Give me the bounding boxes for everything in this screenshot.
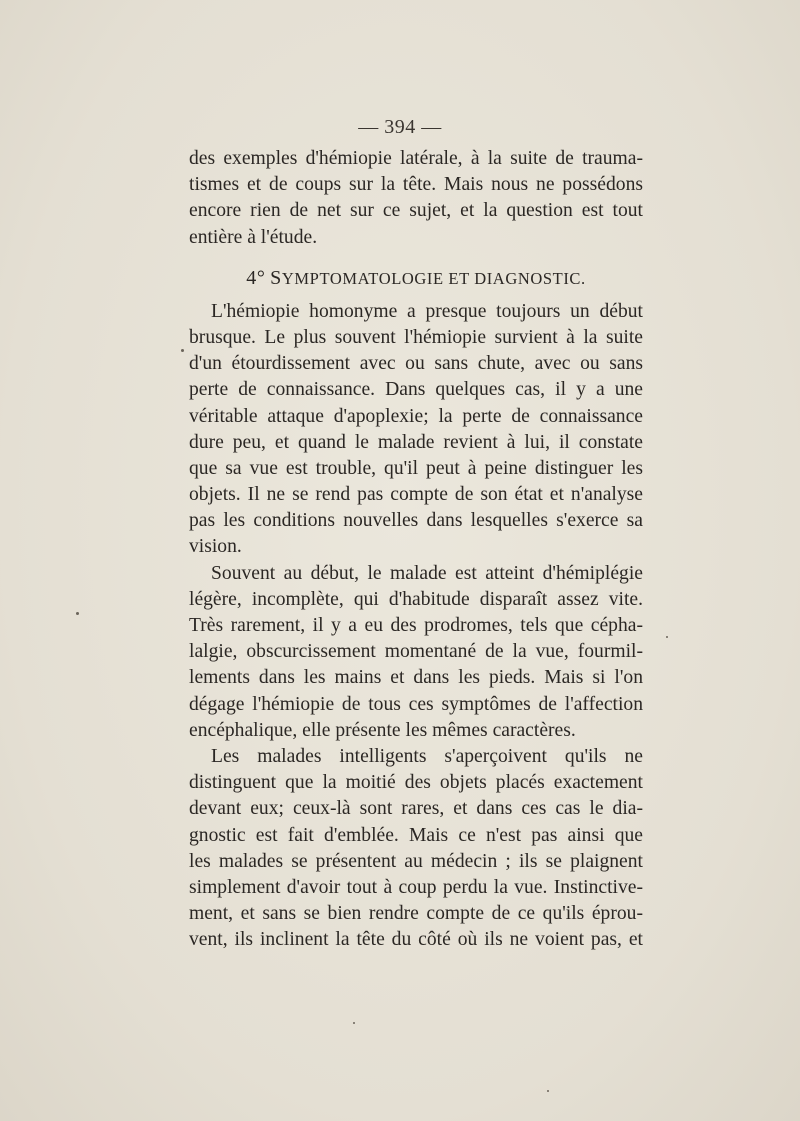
- text-line: Les malades intelligents s'aperçoivent qu'ils ne: [211, 745, 643, 767]
- paper-speck: [76, 612, 79, 615]
- text-line: Très rarement, il y a eu des prodromes, tels que cépha-: [189, 615, 643, 636]
- text-line: lements dans les mains et dans les pieds. Mais si l'on: [189, 667, 643, 689]
- text-line: objets. Il ne se rend pas compte de son état et n'analyse: [189, 484, 643, 506]
- text-line: L'hémiopie homonyme a presque toujours un début: [211, 300, 643, 322]
- paragraph-1: [189, 146, 643, 251]
- text-line: entière à l'étude.: [189, 226, 318, 248]
- text-line: les malades se présentent au médecin ; ils se plaignent: [189, 850, 643, 872]
- heading-initial: S: [270, 266, 282, 289]
- paper-speck: [547, 1090, 549, 1092]
- text-line: tismes et de coups sur la tête. Mais nous ne possédons: [189, 174, 643, 196]
- text-line: d'un étourdissement avec ou sans chute, avec ou sans: [189, 353, 643, 375]
- section-number: 4°: [246, 266, 266, 289]
- text-line: simplement d'avoir tout à coup perdu la vue. Instinctive-: [189, 876, 643, 898]
- text-line: dégage l'hémiopie de tous ces symptômes de l'affection: [189, 693, 643, 715]
- text-line: Souvent au début, le malade est atteint d'hémiplégie: [211, 562, 643, 584]
- page-number: — 394 —: [358, 116, 442, 138]
- paper-speck: [353, 1022, 355, 1024]
- text-line: vision.: [189, 536, 242, 558]
- text-line: pas les conditions nouvelles dans lesquelles s'exerce sa: [189, 510, 643, 532]
- text-line: des exemples d'hémiopie latérale, à la suite de trauma-: [189, 148, 643, 169]
- paragraph-4: [189, 744, 643, 954]
- text-line: encéphalique, elle présente les mêmes caractères.: [189, 719, 576, 741]
- heading-rest: YMPTOMATOLOGIE ET DIAGNOSTIC.: [281, 268, 586, 288]
- paragraph-3: [189, 561, 643, 744]
- text-line: lalgie, obscurcissement momentané de la vue, fourmil-: [189, 641, 643, 663]
- body-text: [189, 146, 643, 953]
- text-line: véritable attaque d'apoplexie; la perte de connaissance: [189, 405, 643, 427]
- paper-speck: [181, 349, 184, 352]
- text-line: devant eux; ceux-là sont rares, et dans ces cas le dia-: [189, 798, 643, 820]
- paper-speck: [666, 636, 668, 638]
- text-line: ment, et sans se bien rendre compte de ce qu'ils éprou-: [189, 903, 643, 925]
- text-line: perte de connaissance. Dans quelques cas, il y a une: [189, 379, 643, 401]
- section-heading: [189, 265, 643, 291]
- text-line: gnostic est fait d'emblée. Mais ce n'est pas ainsi que: [189, 824, 643, 846]
- paragraph-2: [189, 299, 643, 561]
- text-line: brusque. Le plus souvent l'hémiopie survient à la suite: [189, 326, 643, 348]
- text-line: distinguent que la moitié des objets placés exactement: [189, 772, 643, 794]
- text-line: légère, incomplète, qui d'habitude disparaît assez vite.: [189, 588, 643, 610]
- text-line: dure peu, et quand le malade revient à lui, il constate: [189, 431, 643, 453]
- text-line: encore rien de net sur ce sujet, et la question est tout: [189, 200, 643, 222]
- text-line: que sa vue est trouble, qu'il peut à peine distinguer les: [189, 457, 643, 479]
- text-line: vent, ils inclinent la tête du côté où ils ne voient pas, et: [189, 929, 643, 951]
